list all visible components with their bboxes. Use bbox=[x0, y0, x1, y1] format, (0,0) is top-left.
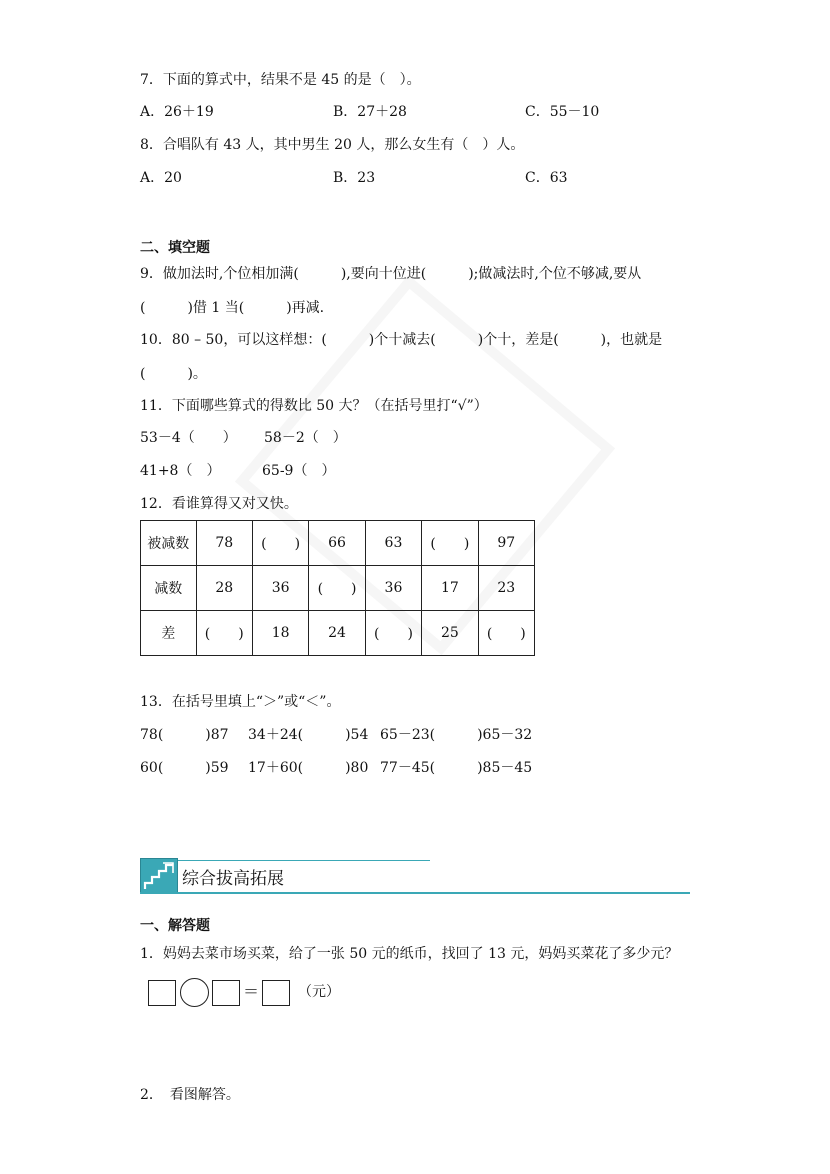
table-cell: 36 bbox=[365, 566, 421, 611]
table-cell: ( ) bbox=[309, 566, 365, 611]
q13-row1-c: 65－23( )65－32 bbox=[380, 727, 533, 743]
q7-option-c: C．55－10 bbox=[525, 104, 600, 120]
table-row bbox=[141, 611, 535, 656]
table-cell: ( ) bbox=[252, 521, 308, 566]
banner-title: 综合拔高拓展 bbox=[182, 869, 284, 889]
answer-box-result bbox=[262, 980, 290, 1006]
q13-row2-a: 60( )59 bbox=[140, 760, 229, 776]
q7-option-a: A．26＋19 bbox=[140, 104, 214, 120]
q11-item-1: 53－4（ ） bbox=[140, 430, 237, 446]
section-banner bbox=[140, 858, 690, 898]
question-8: 8．合唱队有 43 人，其中男生 20 人，那么女生有（ ）人。 bbox=[140, 137, 525, 153]
q13-row1-a: 78( )87 bbox=[140, 727, 229, 743]
equals-sign: ＝ bbox=[243, 982, 260, 1001]
question-11: 11．下面哪些算式的得数比 50 大？（在括号里打“√”） bbox=[140, 398, 488, 414]
table-cell: ( ) bbox=[196, 611, 252, 656]
banner-top-rule bbox=[178, 860, 430, 861]
question-10-line2: ( )。 bbox=[140, 366, 207, 382]
table-cell: 97 bbox=[478, 521, 534, 566]
section-heading-fill: 二、填空题 bbox=[140, 240, 210, 256]
table-cell: 24 bbox=[309, 611, 365, 656]
table-cell: 28 bbox=[196, 566, 252, 611]
question-9-line2: ( )借 1 当( )再减. bbox=[140, 300, 325, 316]
table-cell: 25 bbox=[422, 611, 478, 656]
section-heading-answer: 一、解答题 bbox=[140, 918, 210, 934]
answer-box-2 bbox=[212, 980, 240, 1006]
q13-row2-b: 17＋60( )80 bbox=[248, 760, 369, 776]
table-row bbox=[141, 521, 535, 566]
question-7: 7．下面的算式中，结果不是 45 的是（ ）。 bbox=[140, 72, 421, 88]
table-cell: ( ) bbox=[422, 521, 478, 566]
question-10-line1: 10．80 – 50，可以这样想：( )个十减去( )个十，差是( )，也就是 bbox=[140, 332, 663, 348]
subtraction-table bbox=[140, 520, 535, 656]
table-cell: 63 bbox=[365, 521, 421, 566]
stairs-icon bbox=[140, 858, 178, 894]
operator-circle bbox=[180, 978, 209, 1007]
table-cell: 差 bbox=[141, 611, 197, 656]
q8-option-c: C．63 bbox=[525, 170, 568, 186]
table-cell: ( ) bbox=[365, 611, 421, 656]
q8-option-a: A．20 bbox=[140, 170, 182, 186]
answer-question-2: 2． 看图解答。 bbox=[140, 1087, 240, 1103]
q11-item-3: 41+8（ ） bbox=[140, 463, 221, 479]
question-12: 12．看谁算得又对又快。 bbox=[140, 496, 298, 512]
question-9-line1: 9．做加法时,个位相加满( ),要向十位进( );做减法时,个位不够减,要从 bbox=[140, 266, 642, 282]
q13-row2-c: 77－45( )85－45 bbox=[380, 760, 533, 776]
q8-option-b: B．23 bbox=[333, 170, 376, 186]
table-cell: 18 bbox=[252, 611, 308, 656]
q7-option-b: B．27＋28 bbox=[333, 104, 407, 120]
answer-question-1: 1．妈妈去菜市场买菜，给了一张 50 元的纸币，找回了 13 元，妈妈买菜花了多少元？ bbox=[140, 946, 679, 962]
table-row bbox=[141, 566, 535, 611]
table-cell: 78 bbox=[196, 521, 252, 566]
table-cell: 17 bbox=[422, 566, 478, 611]
table-cell: 66 bbox=[309, 521, 365, 566]
table-cell: 23 bbox=[478, 566, 534, 611]
table-cell: 36 bbox=[252, 566, 308, 611]
q11-item-4: 65-9（ ） bbox=[262, 463, 336, 479]
table-cell: 被减数 bbox=[141, 521, 197, 566]
answer-box-1 bbox=[148, 980, 176, 1006]
table-cell: 减数 bbox=[141, 566, 197, 611]
q13-row1-b: 34＋24( )54 bbox=[248, 727, 369, 743]
table-cell: ( ) bbox=[478, 611, 534, 656]
question-13: 13．在括号里填上“＞”或“＜”。 bbox=[140, 694, 341, 710]
q11-item-2: 58－2（ ） bbox=[264, 430, 347, 446]
unit-label: （元） bbox=[298, 984, 340, 1000]
banner-bottom-rule bbox=[140, 892, 690, 894]
